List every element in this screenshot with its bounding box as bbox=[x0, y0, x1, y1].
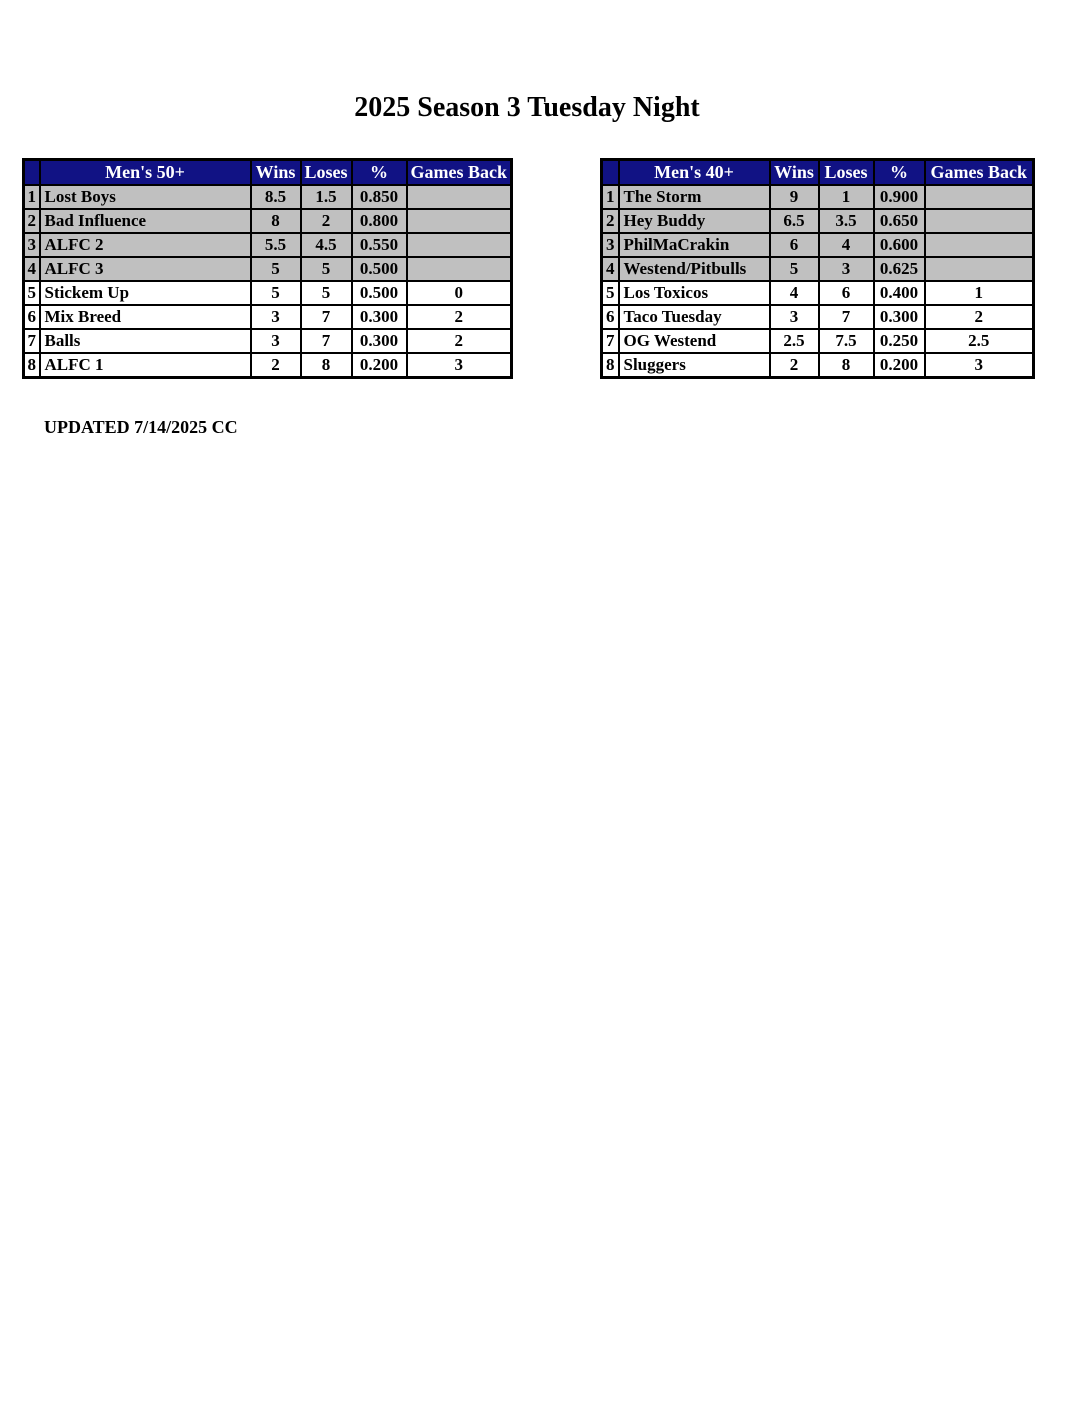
team-name-cell: The Storm bbox=[619, 185, 770, 209]
rank-cell: 6 bbox=[24, 305, 40, 329]
wins-cell: 4 bbox=[770, 281, 819, 305]
wins-cell: 6 bbox=[770, 233, 819, 257]
loses-cell: 4 bbox=[819, 233, 874, 257]
team-name-cell: Mix Breed bbox=[40, 305, 251, 329]
rank-cell: 3 bbox=[24, 233, 40, 257]
team-row bbox=[24, 185, 512, 209]
team-name-cell: Los Toxicos bbox=[619, 281, 770, 305]
games-back-cell: 2 bbox=[407, 305, 512, 329]
team-row bbox=[602, 305, 1034, 329]
team-row bbox=[602, 257, 1034, 281]
pct-cell: 0.500 bbox=[352, 257, 407, 281]
header-row bbox=[24, 160, 512, 186]
pct-cell: 0.650 bbox=[874, 209, 925, 233]
wins-cell: 2 bbox=[770, 353, 819, 378]
pct-cell: 0.300 bbox=[874, 305, 925, 329]
rank-cell: 7 bbox=[24, 329, 40, 353]
rank-cell: 8 bbox=[602, 353, 619, 378]
corner-cell bbox=[602, 160, 619, 186]
team-name-cell: Taco Tuesday bbox=[619, 305, 770, 329]
loses-cell: 2 bbox=[301, 209, 352, 233]
wins-cell: 2.5 bbox=[770, 329, 819, 353]
standings-table-mens-50plus bbox=[22, 158, 513, 379]
games-back-cell bbox=[925, 185, 1034, 209]
loses-cell: 5 bbox=[301, 281, 352, 305]
team-row bbox=[602, 209, 1034, 233]
standings-table-mens-40plus bbox=[600, 158, 1035, 379]
pct-cell: 0.250 bbox=[874, 329, 925, 353]
team-row bbox=[24, 329, 512, 353]
team-row bbox=[24, 257, 512, 281]
rank-cell: 2 bbox=[602, 209, 619, 233]
rank-cell: 2 bbox=[24, 209, 40, 233]
games-back-cell bbox=[407, 233, 512, 257]
games-back-cell: 3 bbox=[407, 353, 512, 378]
loses-cell: 8 bbox=[819, 353, 874, 378]
wins-cell: 9 bbox=[770, 185, 819, 209]
loses-cell: 8 bbox=[301, 353, 352, 378]
games-back-cell bbox=[925, 257, 1034, 281]
team-name-cell: Westend/Pitbulls bbox=[619, 257, 770, 281]
pct-cell: 0.625 bbox=[874, 257, 925, 281]
team-name-cell: ALFC 1 bbox=[40, 353, 251, 378]
rank-cell: 5 bbox=[24, 281, 40, 305]
pct-cell: 0.600 bbox=[874, 233, 925, 257]
team-row bbox=[24, 209, 512, 233]
wins-cell: 5 bbox=[251, 257, 301, 281]
table-title: Men's 50+ bbox=[40, 160, 251, 186]
games-back-cell: 2 bbox=[925, 305, 1034, 329]
wins-cell: 8 bbox=[251, 209, 301, 233]
loses-cell: 1.5 bbox=[301, 185, 352, 209]
wins-cell: 2 bbox=[251, 353, 301, 378]
games-back-cell: 3 bbox=[925, 353, 1034, 378]
rank-cell: 4 bbox=[602, 257, 619, 281]
games-back-cell bbox=[925, 209, 1034, 233]
games-back-cell bbox=[407, 185, 512, 209]
rank-cell: 6 bbox=[602, 305, 619, 329]
team-name-cell: Bad Influence bbox=[40, 209, 251, 233]
team-row bbox=[602, 233, 1034, 257]
page-title: 2025 Season 3 Tuesday Night bbox=[354, 92, 700, 123]
column-header: Wins bbox=[251, 160, 301, 186]
rank-cell: 1 bbox=[24, 185, 40, 209]
rank-cell: 3 bbox=[602, 233, 619, 257]
loses-cell: 7.5 bbox=[819, 329, 874, 353]
games-back-cell bbox=[925, 233, 1034, 257]
team-row bbox=[24, 305, 512, 329]
wins-cell: 3 bbox=[251, 305, 301, 329]
loses-cell: 7 bbox=[301, 305, 352, 329]
table-title: Men's 40+ bbox=[619, 160, 770, 186]
rank-cell: 1 bbox=[602, 185, 619, 209]
games-back-cell: 1 bbox=[925, 281, 1034, 305]
column-header: % bbox=[352, 160, 407, 186]
loses-cell: 7 bbox=[301, 329, 352, 353]
wins-cell: 5.5 bbox=[251, 233, 301, 257]
pct-cell: 0.200 bbox=[352, 353, 407, 378]
team-name-cell: PhilMaCrakin bbox=[619, 233, 770, 257]
wins-cell: 5 bbox=[251, 281, 301, 305]
team-name-cell: Balls bbox=[40, 329, 251, 353]
pct-cell: 0.500 bbox=[352, 281, 407, 305]
games-back-cell bbox=[407, 209, 512, 233]
team-row bbox=[602, 329, 1034, 353]
pct-cell: 0.550 bbox=[352, 233, 407, 257]
pct-cell: 0.850 bbox=[352, 185, 407, 209]
team-name-cell: ALFC 3 bbox=[40, 257, 251, 281]
pct-cell: 0.900 bbox=[874, 185, 925, 209]
games-back-cell: 2 bbox=[407, 329, 512, 353]
pct-cell: 0.400 bbox=[874, 281, 925, 305]
column-header: Games Back bbox=[925, 160, 1034, 186]
team-row bbox=[602, 353, 1034, 378]
rank-cell: 4 bbox=[24, 257, 40, 281]
rank-cell: 7 bbox=[602, 329, 619, 353]
games-back-cell bbox=[407, 257, 512, 281]
corner-cell bbox=[24, 160, 40, 186]
pct-cell: 0.300 bbox=[352, 305, 407, 329]
updated-note: UPDATED 7/14/2025 CC bbox=[44, 417, 238, 437]
column-header: Games Back bbox=[407, 160, 512, 186]
wins-cell: 3 bbox=[770, 305, 819, 329]
team-name-cell: OG Westend bbox=[619, 329, 770, 353]
loses-cell: 5 bbox=[301, 257, 352, 281]
loses-cell: 6 bbox=[819, 281, 874, 305]
games-back-cell: 2.5 bbox=[925, 329, 1034, 353]
loses-cell: 3 bbox=[819, 257, 874, 281]
column-header: Wins bbox=[770, 160, 819, 186]
loses-cell: 1 bbox=[819, 185, 874, 209]
column-header: % bbox=[874, 160, 925, 186]
team-name-cell: Stickem Up bbox=[40, 281, 251, 305]
rank-cell: 5 bbox=[602, 281, 619, 305]
wins-cell: 8.5 bbox=[251, 185, 301, 209]
team-name-cell: Sluggers bbox=[619, 353, 770, 378]
team-row bbox=[24, 353, 512, 378]
games-back-cell: 0 bbox=[407, 281, 512, 305]
column-header: Loses bbox=[301, 160, 352, 186]
loses-cell: 7 bbox=[819, 305, 874, 329]
team-row bbox=[602, 185, 1034, 209]
wins-cell: 3 bbox=[251, 329, 301, 353]
pct-cell: 0.800 bbox=[352, 209, 407, 233]
team-row bbox=[24, 281, 512, 305]
team-name-cell: ALFC 2 bbox=[40, 233, 251, 257]
team-row bbox=[24, 233, 512, 257]
loses-cell: 4.5 bbox=[301, 233, 352, 257]
team-name-cell: Lost Boys bbox=[40, 185, 251, 209]
header-row bbox=[602, 160, 1034, 186]
team-row bbox=[602, 281, 1034, 305]
wins-cell: 5 bbox=[770, 257, 819, 281]
wins-cell: 6.5 bbox=[770, 209, 819, 233]
loses-cell: 3.5 bbox=[819, 209, 874, 233]
column-header: Loses bbox=[819, 160, 874, 186]
team-name-cell: Hey Buddy bbox=[619, 209, 770, 233]
rank-cell: 8 bbox=[24, 353, 40, 378]
pct-cell: 0.300 bbox=[352, 329, 407, 353]
pct-cell: 0.200 bbox=[874, 353, 925, 378]
